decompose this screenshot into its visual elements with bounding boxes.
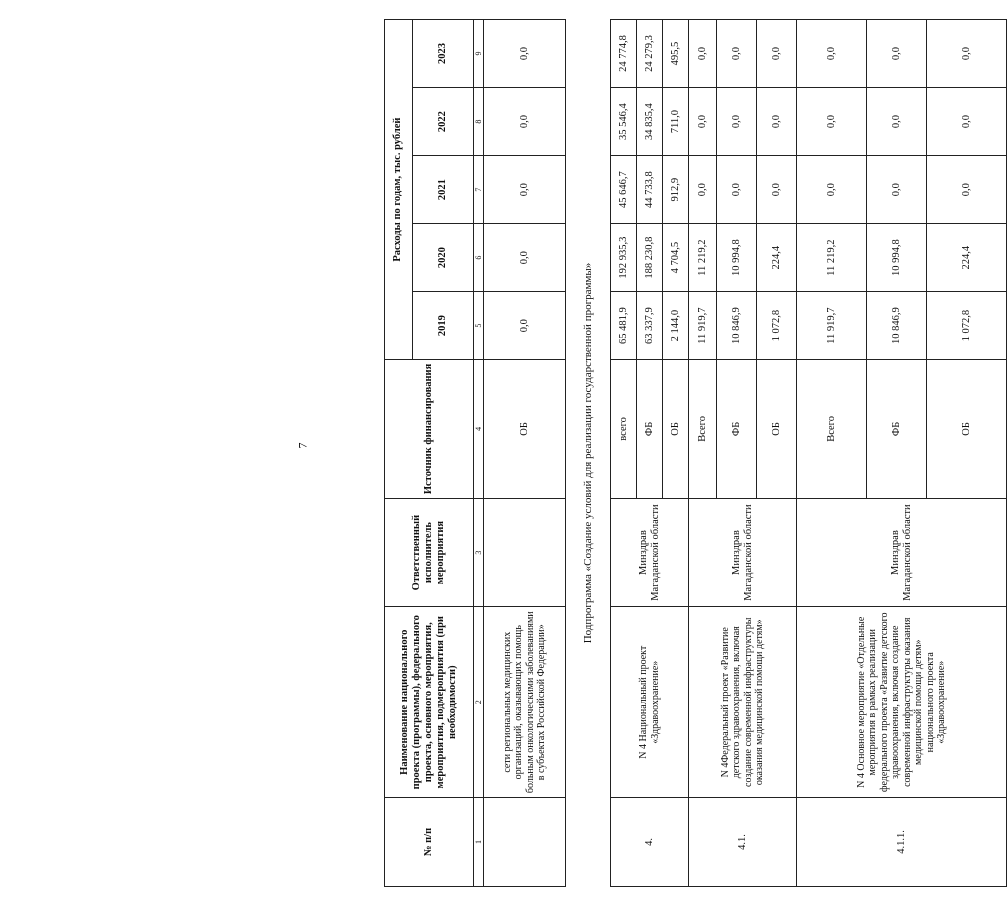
value-cell: 0,0 [927,88,1007,156]
header-num: № п/п [385,797,474,886]
table-row [484,20,566,887]
value-cell: 0,0 [797,156,867,224]
value-cell: 24 774,8 [611,20,637,88]
value-cell: 65 481,9 [611,292,637,360]
table-row [689,20,717,887]
row-source-cell: ОБ [757,360,797,499]
row-num-cell: 4.1. [689,797,797,886]
value-cell: 0,0 [484,20,566,88]
row-name-cell: N 4 Национальный проект «Здравоохранение» [611,607,689,797]
value-cell: 24 279,3 [637,20,663,88]
value-cell: 10 994,8 [867,224,927,292]
table-row [797,20,867,887]
header-expenses: Расходы по годам, тыс. рублей [385,20,413,360]
value-cell: 0,0 [797,20,867,88]
year-2023: 2023 [413,20,474,88]
row-num-cell [484,797,566,886]
header-row [385,20,413,887]
row-name-cell: N 4 Основное мероприятие «Отдельные мероприятия в рамках реализации федерального проекта «Развитие детского здравоохранения, включая создание современной инфраструктуры оказания медицинской помощи детям» национального проекта «Здравоохранение» [797,607,1007,797]
row-source-cell: Всего [797,360,867,499]
value-cell: 0,0 [757,20,797,88]
col-number: 2 [474,607,484,797]
page-number: 7 [295,442,310,449]
col-number: 6 [474,224,484,292]
row-source-cell: ОБ [663,360,689,499]
value-cell: 0,0 [717,20,757,88]
funding-table [384,19,1007,887]
col-number: 8 [474,88,484,156]
column-numbering-row [474,20,484,887]
value-cell: 11 219,2 [689,224,717,292]
row-source-cell: ФБ [717,360,757,499]
value-cell: 44 733,8 [637,156,663,224]
row-source-cell: ФБ [867,360,927,499]
row-name-cell: N 4Федеральный проект «Развитие детского здравоохранения, включая создание современной инфраструктуры оказания медицинской помощи детям» [689,607,797,797]
value-cell: 1 072,8 [757,292,797,360]
value-cell: 34 835,4 [637,88,663,156]
value-cell: 0,0 [757,88,797,156]
subprogram-title: Подпрограмма «Создание условий для реализации государственной программы» [566,20,611,887]
value-cell: 0,0 [484,156,566,224]
row-num-cell: 4. [611,797,689,886]
col-number: 3 [474,498,484,607]
col-number: 7 [474,156,484,224]
value-cell: 0,0 [717,88,757,156]
value-cell: 192 935,3 [611,224,637,292]
row-source-cell: ОБ [484,360,566,499]
value-cell: 912,9 [663,156,689,224]
row-executor-cell: Минздрав Магаданской области [689,498,797,607]
value-cell: 0,0 [867,156,927,224]
value-cell: 188 230,8 [637,224,663,292]
value-cell: 0,0 [484,224,566,292]
row-source-cell: всего [611,360,637,499]
value-cell: 4 704,5 [663,224,689,292]
row-executor-cell: Минздрав Магаданской области [797,498,1007,607]
value-cell: 0,0 [867,88,927,156]
row-source-cell: ОБ [927,360,1007,499]
value-cell: 224,4 [927,224,1007,292]
value-cell: 0,0 [484,292,566,360]
value-cell: 0,0 [717,156,757,224]
value-cell: 0,0 [867,20,927,88]
row-executor-cell: Минздрав Магаданской области [611,498,689,607]
value-cell: 0,0 [689,88,717,156]
table-row [611,20,637,887]
col-number: 4 [474,360,484,499]
year-2022: 2022 [413,88,474,156]
value-cell: 0,0 [927,156,1007,224]
row-executor-cell [484,498,566,607]
value-cell: 0,0 [689,20,717,88]
value-cell: 0,0 [797,88,867,156]
value-cell: 45 646,7 [611,156,637,224]
header-source: Источник финансирования [385,360,474,499]
value-cell: 0,0 [757,156,797,224]
value-cell: 0,0 [689,156,717,224]
row-num-cell: 4.1.1. [797,797,1007,886]
year-2019: 2019 [413,292,474,360]
value-cell: 63 337,9 [637,292,663,360]
value-cell: 10 846,9 [867,292,927,360]
subprogram-row [566,20,611,887]
value-cell: 35 546,4 [611,88,637,156]
row-source-cell: Всего [689,360,717,499]
value-cell: 11 919,7 [689,292,717,360]
value-cell: 495,5 [663,20,689,88]
row-source-cell: ФБ [637,360,663,499]
value-cell: 10 994,8 [717,224,757,292]
value-cell: 10 846,9 [717,292,757,360]
value-cell: 224,4 [757,224,797,292]
value-cell: 0,0 [927,20,1007,88]
value-cell: 711,0 [663,88,689,156]
header-executor: Ответственный исполнитель мероприятия [385,498,474,607]
col-number: 1 [474,797,484,886]
value-cell: 2 144,0 [663,292,689,360]
year-2020: 2020 [413,224,474,292]
row-name-cell: сети региональных медицинских организаций, оказывающих помощь больным онкологическими заболеваниями в субъектах Российской Федерации» [484,607,566,797]
value-cell: 1 072,8 [927,292,1007,360]
year-2021: 2021 [413,156,474,224]
value-cell: 0,0 [484,88,566,156]
value-cell: 11 919,7 [797,292,867,360]
col-number: 5 [474,292,484,360]
header-name: Наименование национального проекта (программы), федерального проекта, основного мероприятия, мероприятия, подмероприятия (при необходимости) [385,607,474,797]
value-cell: 11 219,2 [797,224,867,292]
col-number: 9 [474,20,484,88]
